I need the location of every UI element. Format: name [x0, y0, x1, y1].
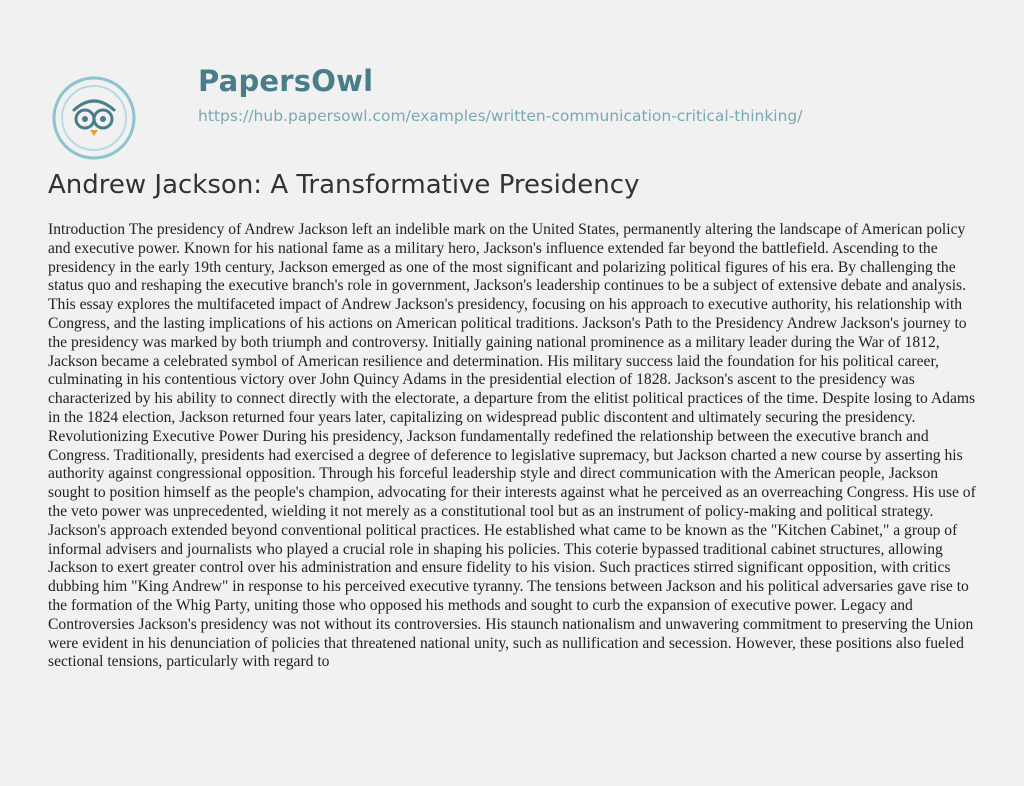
- brand-name[interactable]: PapersOwl: [198, 64, 374, 98]
- article-body: Introduction The presidency of Andrew Jackson left an indelible mark on the United States, permanently altering the landscape of American policy and executive power. Known for his national fame as a military hero, Jackson's influence extended far beyond the battlefield. Ascending to the presidency in the early 19th century, Jackson emerged as one of the most significant and polarizing political figures of his era. By challenging the status quo and reshaping the executive branch's role in government, Jackson's leadership continues to be a subject of extensive debate and analysis. This essay explores the multifaceted impact of Andrew Jackson's presidency, focusing on his approach to executive authority, his relationship with Congress, and the lasting implications of his actions on American political traditions. Jackson's Path to the Presidency Andrew Jackson's journey to the presidency was marked by both triumph and controversy. Initially gaining national prominence as a military leader during the War of 1812, Jackson became a celebrated symbol of American resilience and determination. His military success laid the foundation for his political career, culminating in his contentious victory over John Quincy Adams in the presidential election of 1828. Jackson's ascent to the presidency was characterized by his ability to connect directly with the electorate, a departure from the elitist political practices of the time. Despite losing to Adams in the 1824 election, Jackson returned four years later, capitalizing on widespread public discontent and ultimately securing the presidency. Revolutionizing Executive Power During his presidency, Jackson fundamentally redefined the relationship between the executive branch and Congress. Traditionally, presidents had exercised a degree of deference to legislative supremacy, but Jackson charted a new course by asserting his authority against congressional opposition. Through his forceful leadership style and direct communication with the American people, Jackson sought to position himself as the people's champion, advocating for their interests against what he perceived as an overreaching Congress. His use of the veto power was unprecedented, wielding it not merely as a constitutional tool but as an instrument of policy-making and political strategy. Jackson's approach extended beyond conventional political practices. He established what came to be known as the "Kitchen Cabinet," a group of informal advisers and journalists who played a crucial role in shaping his policies. This coterie bypassed traditional cabinet structures, allowing Jackson to exert greater control over his administration and ensure fidelity to his vision. Such practices stirred significant opposition, with critics dubbing him "King Andrew" in response to his perceived executive tyranny. The tensions between Jackson and his political adversaries gave rise to the formation of the Whig Party, uniting those who opposed his methods and sought to curb the expansion of executive power. Legacy and Controversies Jackson's presidency was not without its controversies. His staunch nationalism and unwavering commitment to preserving the Union were evident in his denunciation of policies that threatened national unity, such as nullification and secession. However, these positions also fueled sectional tensions, particularly with regard to: [48, 221, 976, 671]
- article-title: Andrew Jackson: A Transformative Presidency: [48, 170, 640, 200]
- source-url-link[interactable]: https://hub.papersowl.com/examples/written-communication-critical-thinking/: [198, 107, 803, 125]
- owl-logo-icon[interactable]: [48, 72, 140, 164]
- site-header: [48, 52, 948, 136]
